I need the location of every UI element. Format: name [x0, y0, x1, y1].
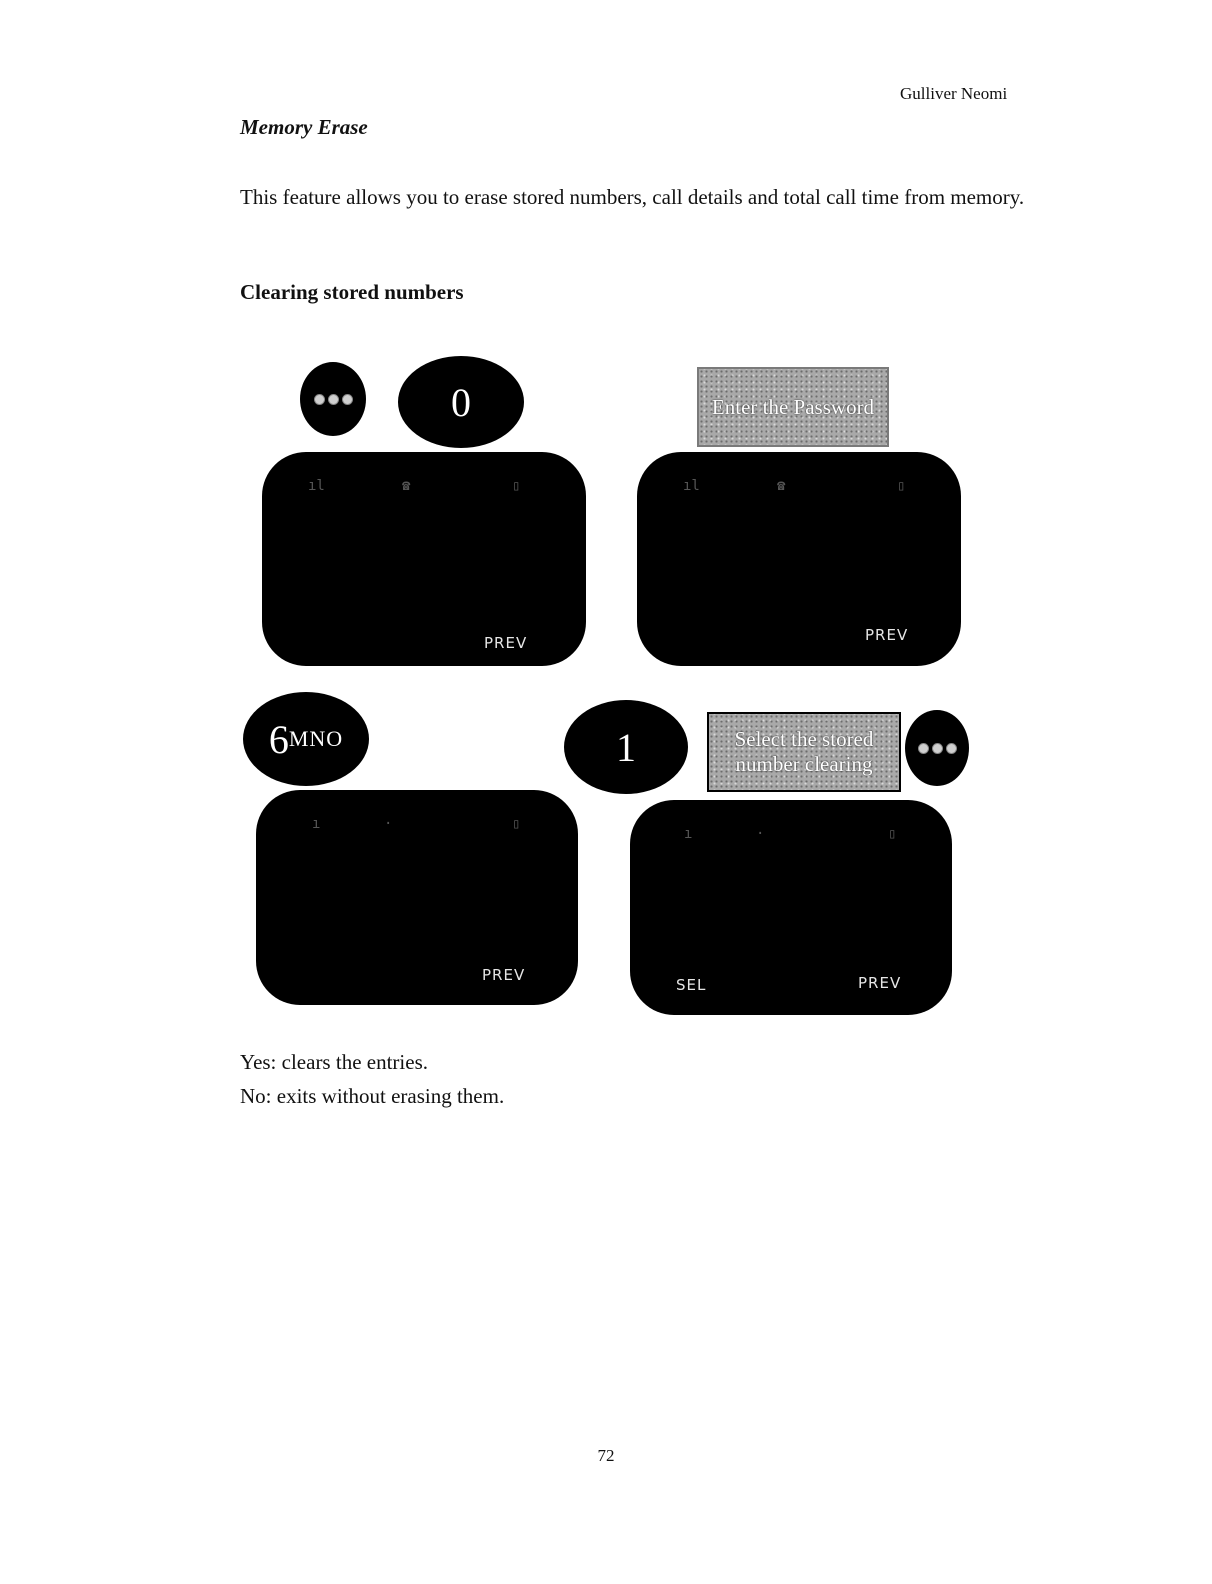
right-softkey: PREV: [482, 966, 526, 984]
subheading: Clearing stored numbers: [240, 280, 464, 304]
six-key-letters: MNO: [288, 726, 344, 751]
six-key-digit: 6: [268, 716, 289, 762]
no-explanation: No: exits without erasing them.: [240, 1084, 505, 1108]
status-icon: ☎: [777, 478, 786, 494]
status-icon: ·: [384, 816, 393, 832]
enter-password-note: Enter the Password: [697, 367, 889, 447]
zero-key: [398, 356, 524, 448]
page-number: 72: [597, 1446, 615, 1465]
signal-icon: ı: [312, 816, 321, 832]
phone-screen-1: [262, 452, 586, 666]
right-softkey: PREV: [865, 626, 909, 644]
signal-icon: ı: [684, 826, 693, 842]
phone-screen-4: [630, 800, 952, 1015]
phone-screen-3: [256, 790, 578, 1005]
left-softkey: SEL: [676, 976, 707, 994]
one-key-label: 1: [616, 724, 636, 770]
signal-icon: ıl: [308, 478, 325, 494]
battery-icon: ▯: [897, 478, 906, 494]
page-header-author: Gulliver Neomi: [900, 84, 1008, 103]
zero-key-label: 0: [451, 379, 471, 425]
signal-icon: ıl: [683, 478, 700, 494]
section-title: Memory Erase: [240, 115, 368, 139]
yes-explanation: Yes: clears the entries.: [240, 1050, 428, 1074]
intro-paragraph: This feature allows you to erase stored numbers, call details and total call time from memory.: [240, 185, 1025, 209]
phone-screen-2: [637, 452, 961, 666]
one-key: [564, 700, 688, 794]
right-softkey: PREV: [858, 974, 902, 992]
menu-key-icon: [905, 710, 969, 786]
battery-icon: ▯: [512, 816, 521, 832]
battery-icon: ▯: [512, 478, 521, 494]
battery-icon: ▯: [888, 826, 897, 842]
select-clearing-note: Select the stored number clearing: [707, 712, 901, 792]
six-mno-key: [243, 692, 369, 786]
status-icon: ·: [756, 826, 765, 842]
right-softkey: PREV: [484, 634, 528, 652]
status-icon: ☎: [402, 478, 411, 494]
menu-key-icon: [300, 362, 366, 436]
